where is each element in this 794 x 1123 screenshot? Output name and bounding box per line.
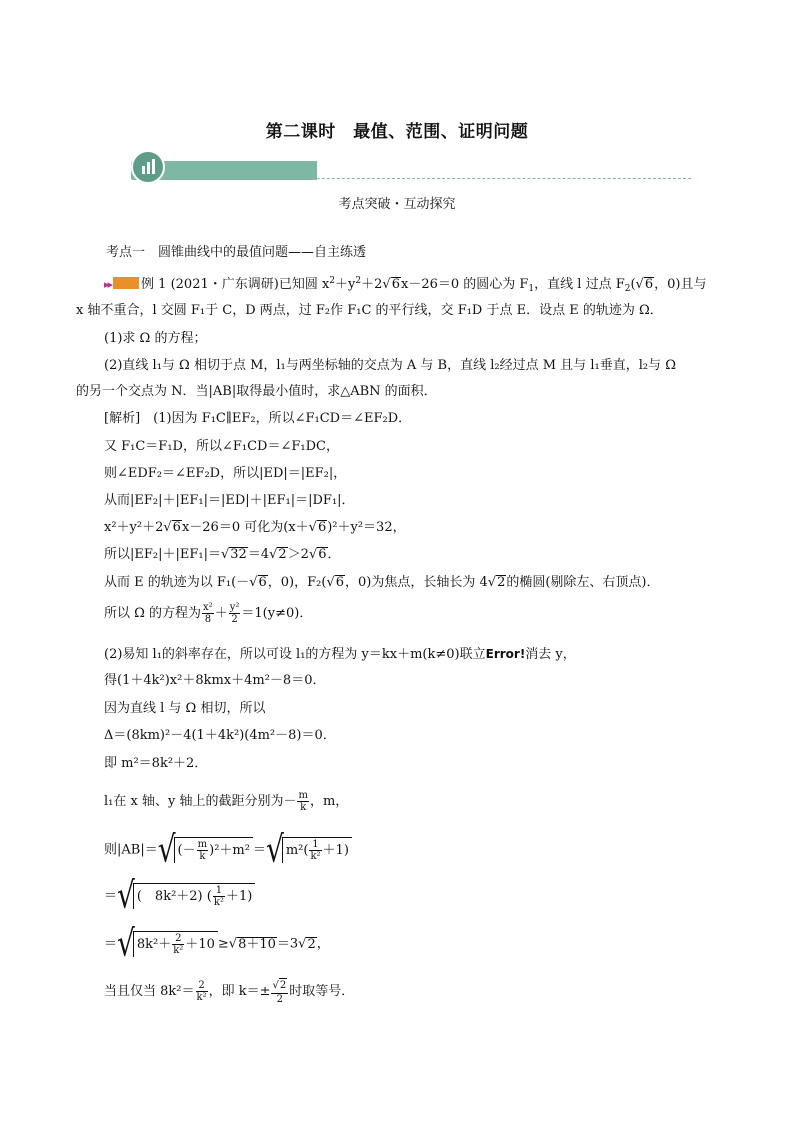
solution-line-12: Δ＝(8km)²－4(1＋4k²)(4m²－8)＝0． <box>104 728 336 743</box>
denominator: k² <box>310 851 321 862</box>
text: ＋ <box>214 606 228 621</box>
sup: 2 <box>355 276 362 286</box>
solution-line-17: ＝ √ 8k²＋ $\frac{2}{\text{k²}}$ ＋10 ≥√8＋10＝3√2， <box>104 921 330 965</box>
denominator: k² <box>213 897 224 908</box>
text: 则|AB|＝ <box>104 842 158 858</box>
sqrt: 6 <box>644 277 654 292</box>
text: x²＋y²＋2 <box>104 520 164 535</box>
text: ＞2 <box>287 547 309 562</box>
text: ． <box>327 547 341 562</box>
sqrt-expression <box>117 873 255 917</box>
text: l₁在 x 轴、y 轴上的截距分别为－ <box>104 794 297 809</box>
solution-line-6: 所以|EF₂|＋|EF₁|＝√32＝4√2＞2√6． <box>104 547 341 562</box>
text: 已知圆 x <box>278 277 330 292</box>
sqrt: 6 <box>318 547 327 562</box>
text: ＝4 <box>247 547 270 562</box>
fraction <box>271 978 288 1005</box>
text: ，0)，F₂( <box>267 575 327 590</box>
chart-icon <box>131 150 165 184</box>
text: ＝ <box>252 842 266 858</box>
text: (2)易知 l₁的斜率存在，所以可设 l₁的方程为 y＝kx＋m(k≠0)联立 <box>104 647 486 662</box>
sqrt: 6 <box>317 520 327 535</box>
numerator: x² <box>203 602 213 613</box>
text: 从而 E 的轨迹为以 F₁(－ <box>104 575 250 590</box>
example-line-2: x 轴不重合，l 交圆 F₁于 C，D 两点，过 F₂作 F₁C 的平行线，交 F₁D 于点 E．设点 E 的轨迹为 Ω． <box>76 303 663 318</box>
text: 当且仅当 8k²＝ <box>104 984 195 999</box>
point-heading: 考点一 圆锥曲线中的最值问题——自主练透 <box>106 245 367 260</box>
text: 所以 Ω 的方程为 <box>104 606 202 621</box>
radicand: m²( $\frac{1}{\text{k²}}$ ＋1) <box>282 837 352 863</box>
sub: 2 <box>624 284 631 294</box>
question-2-b: 的另一个交点为 N．当|AB|取得最小值时，求△ABN 的面积． <box>76 384 437 399</box>
solution-line-15 <box>104 827 352 871</box>
text: 时取等号． <box>289 984 355 999</box>
solution-line-1: [解析] (1)因为 F₁C∥EF₂，所以∠F₁CD＝∠EF₂D． <box>104 411 412 426</box>
text: ，直线 l 过点 F <box>534 277 625 292</box>
example-source: (2021・广东调研) <box>170 277 279 292</box>
text: ＋2 <box>361 277 383 292</box>
solution-line-13: 即 m²＝8k²＋2． <box>104 756 208 771</box>
sub: 1 <box>528 284 535 294</box>
numerator: √2 <box>271 978 288 994</box>
text: 的椭圆(剔除左、右顶点)． <box>506 575 660 590</box>
text: － <box>182 843 196 858</box>
example-label: 例 1 <box>141 277 167 292</box>
radicand: (－ $\frac{m}{k}$ )²＋m² <box>174 837 253 863</box>
denominator: k² <box>196 992 207 1003</box>
solution-line-11: 因为直线 l 与 Ω 相切，所以 <box>104 701 266 716</box>
fraction <box>197 839 208 862</box>
sqrt: 6 <box>172 520 181 535</box>
text: ，0)且与 <box>654 277 707 292</box>
solution-line-16 <box>104 873 255 917</box>
sqrt: 2 <box>279 980 287 991</box>
solution-line-10: 得(1＋4k²)x²＋8kmx＋4m²－8＝0． <box>104 673 326 688</box>
radicand <box>133 931 218 957</box>
text: ²＋m² <box>214 843 250 858</box>
section-label: 考点突破・互动探究 <box>338 197 456 212</box>
fraction <box>297 790 308 813</box>
solution-line-18 <box>104 978 354 1005</box>
solution-line-7: 从而 E 的轨迹为以 F₁(－√6，0)，F₂(√6，0)为焦点，长轴长为 4√2的椭圆(剔除左、右顶点)． <box>104 575 660 590</box>
denominator: k <box>300 802 307 813</box>
sqrt: 6 <box>335 575 345 590</box>
sqrt-expression <box>117 921 218 965</box>
text: ( <box>630 277 636 292</box>
sqrt: 2 <box>278 547 287 562</box>
text: ，0)为焦点，长轴长为 4 <box>345 575 488 590</box>
numerator: 2 <box>196 980 208 992</box>
fraction <box>172 933 184 956</box>
text: ，m， <box>309 794 349 809</box>
sqrt-expression <box>157 827 253 871</box>
text: ＋1 <box>322 843 344 858</box>
root-sign: √ <box>265 827 284 871</box>
text: 8k²＋ <box>136 937 172 952</box>
text: ＝1(y≠0)． <box>241 606 313 621</box>
arrow-icon: ▸▸ <box>104 278 112 291</box>
root-sign: √ <box>117 873 135 917</box>
question-1: (1)求 Ω 的方程； <box>104 331 207 346</box>
denominator: 8 <box>204 614 212 625</box>
fraction <box>229 602 241 625</box>
text: ＝ <box>104 936 118 952</box>
denominator: k <box>199 851 206 862</box>
sqrt: 8＋10 <box>238 936 276 952</box>
text: ＝3 <box>276 936 299 952</box>
text: ( 8k²＋2) <box>136 889 203 904</box>
text: ＋y <box>335 277 356 292</box>
sqrt: 6 <box>391 277 400 292</box>
fraction <box>309 839 321 862</box>
sqrt: 32 <box>230 547 247 562</box>
sqrt: 6 <box>258 575 267 590</box>
denominator: k² <box>173 945 184 956</box>
page-title: 第二课时 最值、范围、证明问题 <box>265 122 529 142</box>
numerator: y² <box>229 602 240 613</box>
text: ＋10 <box>185 937 215 952</box>
numerator: m <box>197 839 208 850</box>
denominator: 2 <box>276 994 284 1005</box>
error-text: Error! <box>485 647 526 661</box>
root-sign: √ <box>117 921 135 965</box>
solution-line-5: x²＋y²＋2√6x－26＝0 可化为(x＋√6)²＋y²＝32， <box>104 520 406 535</box>
text: ≥ <box>217 936 229 952</box>
text: 消去 y， <box>525 647 576 662</box>
text: ，即 k＝± <box>208 984 271 999</box>
solution-line-3: 则∠EDF₂＝∠EF₂D，所以|ED|＝|EF₂|， <box>104 466 347 481</box>
solution-line-9 <box>104 645 576 664</box>
sqrt-expression <box>265 827 352 871</box>
solution-line-14 <box>104 790 348 813</box>
solution-line-8 <box>104 602 312 625</box>
numerator: 1 <box>213 885 225 897</box>
text: ， <box>316 936 330 952</box>
solution-line-4: 从而|EF₂|＋|EF₁|＝|ED|＋|EF₁|＝|DF₁|． <box>104 493 355 508</box>
text: m² <box>285 843 304 858</box>
example-tag <box>113 277 139 289</box>
solution-line-2: 又 F₁C＝F₁D，所以∠F₁CD＝∠F₁DC， <box>104 439 339 454</box>
fraction <box>213 885 225 908</box>
fraction <box>196 980 208 1003</box>
numerator: 2 <box>172 933 184 945</box>
text: x－26＝0 可化为(x＋ <box>181 520 309 535</box>
question-2-a: (2)直线 l₁与 Ω 相切于点 M，l₁与两坐标轴的交点为 A 与 B，直线 l₂经过点 M 且与 l₁垂直，l₂与 Ω <box>104 358 676 373</box>
example-line-1: ▸▸ 例 1 (2021・广东调研)已知圆 $x^2+y^2+2√6x-26=0$ 的圆心为 $F_1$，直线 l 过点 $F_2(√6$，0)且与 <box>104 276 707 294</box>
sqrt: 2 <box>497 575 506 590</box>
sup: 2 <box>329 276 336 286</box>
text: 所以|EF₂|＋|EF₁|＝ <box>104 547 221 562</box>
text: )²＋y²＝32， <box>327 520 406 535</box>
text: ＋1 <box>225 889 248 904</box>
numerator: 1 <box>309 839 321 851</box>
text: ＝ <box>104 888 118 904</box>
root-sign: √ <box>157 827 176 871</box>
numerator: m <box>298 790 308 801</box>
sqrt: 2 <box>307 936 316 952</box>
radicand: ( 8k²＋2) ( $\frac{1}{\text{k²}}$ ＋1) <box>133 883 255 909</box>
denominator: 2 <box>231 614 238 625</box>
banner-divider <box>131 178 691 179</box>
fraction <box>202 602 214 625</box>
text: x－26＝0 的圆心为 F <box>400 277 529 292</box>
